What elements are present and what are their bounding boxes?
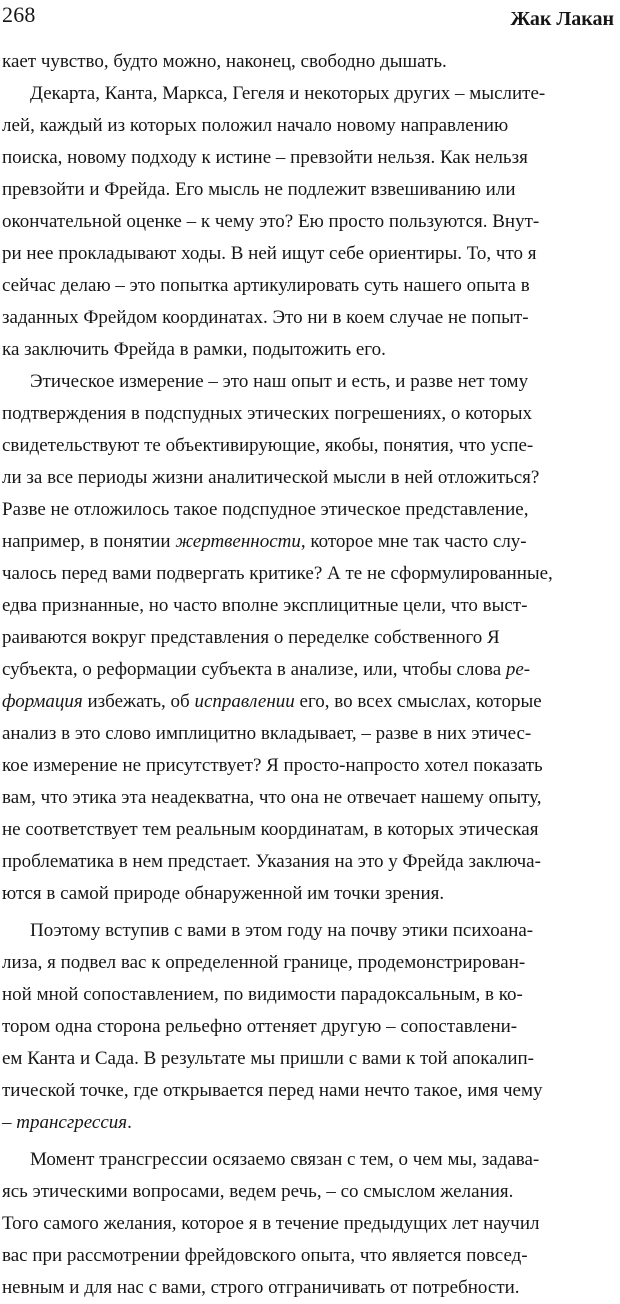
text-line: [2, 494, 616, 526]
text-line: [2, 142, 616, 174]
text-line: [2, 430, 616, 462]
body-text: [2, 46, 616, 1304]
text-line: [2, 558, 616, 590]
text-run: ются в самой природе обнаруженной им точки зрения.: [2, 883, 445, 904]
text-line: [2, 78, 616, 110]
text-line: [2, 947, 616, 979]
text-run: чалось перед вами подвергать критике? А те не сформулированные,: [2, 563, 553, 584]
text-run: кает чувство, будто можно, наконец, свободно дышать.: [2, 51, 447, 72]
text-run: Декарта, Канта, Маркса, Гегеля и некоторых других – мыслите-: [30, 83, 546, 104]
text-line: [2, 878, 616, 910]
text-line: [2, 1272, 616, 1304]
text-run: превзойти и Фрейда. Его мысль не подлежит взвешиванию или: [2, 179, 516, 200]
text-line: [2, 750, 616, 782]
text-run: .: [127, 1112, 132, 1133]
text-line: [2, 366, 616, 398]
text-line: [2, 302, 616, 334]
text-run: ри нее прокладывают ходы. В ней ищут себе ориентиры. То, что я: [2, 243, 537, 264]
italic-term: формация: [2, 691, 83, 712]
text-line: [2, 654, 616, 686]
text-run: например, в понятии: [2, 531, 176, 552]
text-run: ной мной сопоставлением, по видимости парадоксальным, в ко-: [2, 984, 523, 1005]
text-run: тором одна сторона рельефно оттеняет другую – сопоставлени-: [2, 1016, 518, 1037]
text-run: ем Канта и Сада. В результате мы пришли с вами к той апокалип-: [2, 1048, 534, 1069]
text-line: [2, 1208, 616, 1240]
text-run: ли за все периоды жизни аналитической мысли в ней отложиться?: [2, 467, 540, 488]
text-line: [2, 590, 616, 622]
text-line: [2, 846, 616, 878]
text-line: [2, 1144, 616, 1176]
running-head: [0, 0, 620, 34]
text-run: кое измерение не присутствует? Я просто-напросто хотел показать: [2, 755, 543, 776]
text-run: свидетельствуют те объективирующие, якобы, понятия, что успе-: [2, 435, 534, 456]
text-line: [2, 398, 616, 430]
italic-term: исправлении: [194, 691, 295, 712]
text-line: [2, 1176, 616, 1208]
text-run: , которое мне так часто слу-: [300, 531, 527, 552]
text-run: ясь этическими вопросами, ведем речь, – со смыслом желания.: [2, 1181, 514, 1202]
text-run: заданных Фрейдом координатах. Это ни в коем случае не попыт-: [2, 307, 529, 328]
text-run: вас при рассмотрении фрейдовского опыта, что является повсед-: [2, 1245, 528, 1266]
italic-term: жертвенности: [175, 531, 301, 552]
text-line: [2, 1011, 616, 1043]
italic-term: трансгрессия: [16, 1112, 128, 1133]
text-line: [2, 46, 616, 78]
text-line: [2, 622, 616, 654]
text-run: –: [2, 1112, 17, 1133]
text-line: [2, 526, 616, 558]
text-line: [2, 782, 616, 814]
text-run: сейчас делаю – это попытка артикулировать суть нашего опыта в: [2, 275, 530, 296]
text-line: [2, 979, 616, 1011]
text-line: [2, 334, 616, 366]
text-run: едва признанные, но часто вполне эксплицитные цели, что выст-: [2, 595, 528, 616]
text-run: невным и для нас с вами, строго отграничивать от потребности.: [2, 1277, 520, 1298]
text-run: проблематика в нем предстает. Указания на это у Фрейда заключа-: [2, 851, 541, 872]
italic-term: ре-: [505, 659, 531, 680]
text-run: Разве не отложилось такое подспудное этическое представление,: [2, 499, 529, 520]
text-line: [2, 206, 616, 238]
text-line: [2, 270, 616, 302]
text-run: ка заключить Фрейда в рамки, подытожить его.: [2, 339, 386, 360]
text-run: вам, что этика эта неадекватна, что она не отвечает нашему опыту,: [2, 787, 542, 808]
text-line: [2, 718, 616, 750]
text-line: [2, 1075, 616, 1107]
page-number: 268: [2, 2, 36, 27]
text-run: субъекта, о реформации субъекта в анализе, или, чтобы слова: [2, 659, 506, 680]
text-run: лей, каждый из которых положил начало новому направлению: [2, 115, 509, 136]
text-line: [2, 174, 616, 206]
text-line: [2, 686, 616, 718]
text-run: избежать, об: [82, 691, 195, 712]
text-line: [2, 814, 616, 846]
text-line: [2, 462, 616, 494]
text-line: [2, 915, 616, 947]
text-run: подтверждения в подспудных этических погрешениях, о которых: [2, 403, 532, 424]
text-run: Поэтому вступив с вами в этом году на почву этики психоана-: [30, 920, 534, 941]
text-run: Момент трансгрессии осязаемо связан с тем, о чем мы, задава-: [30, 1149, 540, 1170]
text-run: Того самого желания, которое я в течение предыдущих лет научил: [2, 1213, 540, 1234]
text-run: Этическое измерение – это наш опыт и есть, и разве нет тому: [30, 371, 529, 392]
text-line: [2, 1043, 616, 1075]
text-line: [2, 1107, 616, 1139]
running-title: Жак Лакан: [510, 8, 614, 30]
text-run: лиза, я подвел вас к определенной границе, продемонстрирован-: [2, 952, 526, 973]
text-run: окончательной оценке – к чему это? Ею просто пользуются. Внут-: [2, 211, 540, 232]
text-line: [2, 110, 616, 142]
text-run: не соответствует тем реальным координатам, в которых этическая: [2, 819, 539, 840]
text-line: [2, 238, 616, 270]
text-run: его, во всех смыслах, которые: [294, 691, 542, 712]
text-run: анализ в это слово имплицитно вкладывает, – разве в них этичес-: [2, 723, 532, 744]
text-run: тической точке, где открывается перед нами нечто такое, имя чему: [2, 1080, 543, 1101]
text-run: раиваются вокруг представления о переделке собственного Я: [2, 627, 500, 648]
text-line: [2, 1240, 616, 1272]
text-run: поиска, новому подходу к истине – превзойти нельзя. Как нельзя: [2, 147, 528, 168]
